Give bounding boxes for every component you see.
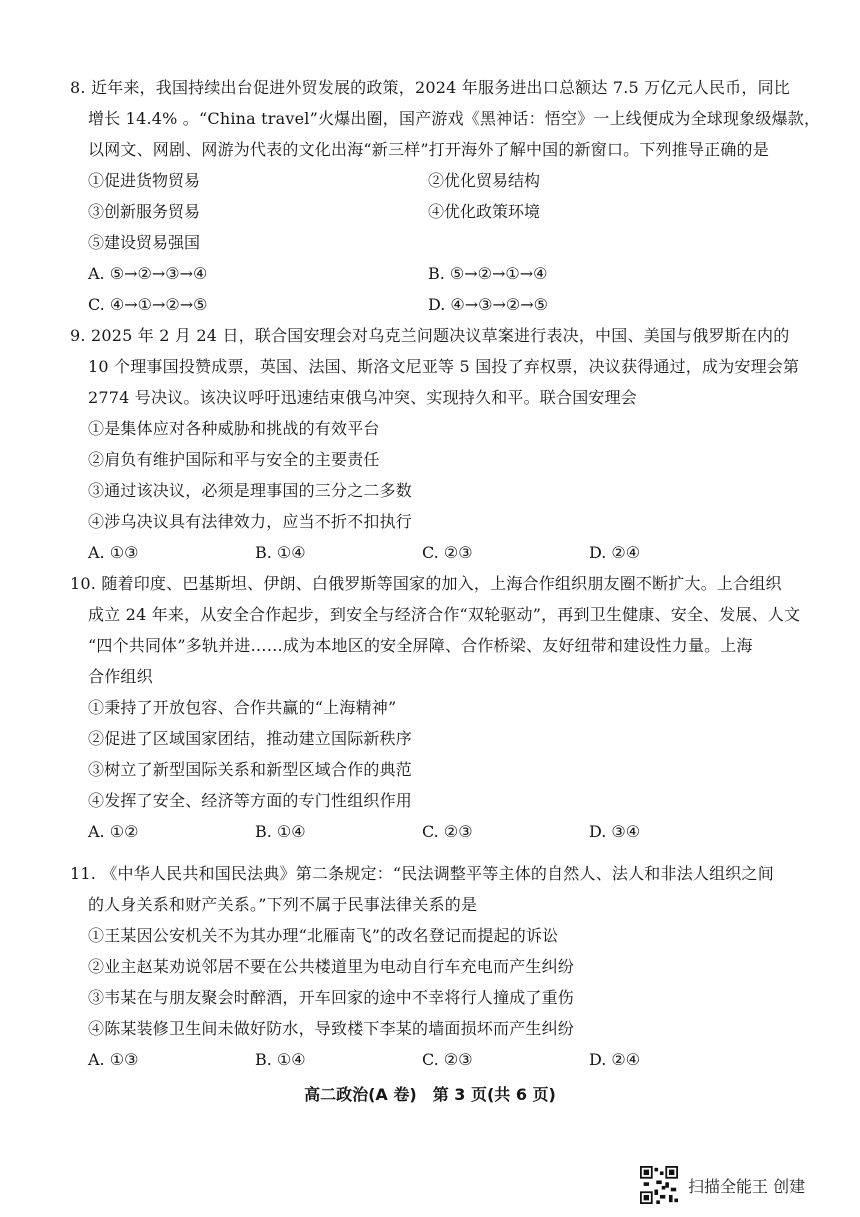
answer-choice-a: A. ①③ (88, 1050, 139, 1069)
answer-choice-c: C. ②③ (422, 543, 473, 562)
answer-choices (70, 289, 800, 320)
statement-item: ④涉乌决议具有法律效力，应当不折不扣执行 (88, 512, 413, 531)
statement-item: ③韦某在与朋友聚会时醉酒，开车回家的途中不幸将行人撞成了重伤 (88, 988, 575, 1007)
answer-choice-d: D. ②④ (589, 1050, 641, 1069)
answer-choice-d: D. ④→③→②→⑤ (428, 295, 549, 314)
answer-choice-c: C. ②③ (422, 822, 473, 841)
statement-item: ⑤建设贸易强国 (88, 233, 201, 252)
answer-choices (70, 537, 800, 568)
question-9 (70, 320, 800, 568)
scanner-watermark (640, 1166, 805, 1204)
scanner-watermark-text: 扫描全能王 创建 (688, 1176, 806, 1196)
answer-choices (70, 258, 800, 289)
answer-choices (70, 1044, 800, 1075)
statement-item: ③创新服务贸易 (88, 202, 201, 221)
statement-item: ①王某因公安机关不为其办理“北雁南飞”的改名登记而提起的诉讼 (88, 926, 559, 945)
question-8 (70, 72, 821, 320)
statement-item: ①是集体应对各种威胁和挑战的有效平台 (88, 419, 380, 438)
statement-item: ②优化贸易结构 (428, 171, 541, 190)
statement-list (70, 165, 800, 258)
question-stem-line: 11. 《中华人民共和国民法典》第二条规定：“民法调整平等主体的自然人、法人和非法人组织之间 (70, 864, 774, 883)
qr-code-icon (640, 1166, 678, 1204)
statement-item: ①秉持了开放包容、合作共赢的“上海精神” (88, 698, 397, 717)
question-stem-line: 10 个理事国投赞成票，英国、法国、斯洛文尼亚等 5 国投了弃权票，决议获得通过，成为安理会第 (88, 357, 800, 376)
statement-item: ②业主赵某劝说邻居不要在公共楼道里为电动自行车充电而产生纠纷 (88, 957, 575, 976)
question-stem-line: 增长 14.4% 。“China travel”火爆出圈，国产游戏《黑神话：悟空》一上线便成为全球现象级爆款， (88, 109, 821, 128)
statement-item: ②肩负有维护国际和平与安全的主要责任 (88, 450, 380, 469)
answer-choice-b: B. ①④ (255, 822, 306, 841)
statement-item: ②促进了区域国家团结，推动建立国际新秩序 (88, 729, 413, 748)
answer-choice-c: C. ②③ (422, 1050, 473, 1069)
answer-choice-b: B. ①④ (255, 543, 306, 562)
answer-choice-b: B. ⑤→②→①→④ (428, 264, 548, 283)
statement-item: ④发挥了安全、经济等方面的专门性组织作用 (88, 791, 413, 810)
answer-choice-a: A. ①③ (88, 543, 139, 562)
page-footer: 高二政治(A 卷) 第 3 页(共 6 页) (304, 1085, 556, 1104)
question-stem-line: “四个共同体”多轨并进……成为本地区的安全屏障、合作桥梁、友好纽带和建设性力量。上海 (88, 636, 753, 655)
answer-choice-a: A. ⑤→②→③→④ (88, 264, 208, 283)
question-11 (70, 858, 800, 1075)
answer-choice-b: B. ①④ (255, 1050, 306, 1069)
question-stem-line: 以网文、网剧、网游为代表的文化出海“新三样”打开海外了解中国的新窗口。下列推导正确的是 (88, 140, 769, 159)
answer-choice-c: C. ④→①→②→⑤ (88, 295, 208, 314)
answer-choices (70, 816, 800, 847)
statement-item: ④优化政策环境 (428, 202, 541, 221)
question-stem-line: 8. 近年来，我国持续出台促进外贸发展的政策，2024 年服务进出口总额达 7.5 万亿元人民币，同比 (70, 78, 790, 97)
question-stem-line: 10. 随着印度、巴基斯坦、伊朗、白俄罗斯等国家的加入，上海合作组织朋友圈不断扩大。上合组织 (70, 574, 782, 593)
answer-choice-d: D. ②④ (589, 543, 641, 562)
statement-item: ③树立了新型国际关系和新型区域合作的典范 (88, 760, 413, 779)
answer-choice-d: D. ③④ (589, 822, 641, 841)
answer-choice-a: A. ①② (88, 822, 139, 841)
question-stem-line: 合作组织 (88, 667, 153, 686)
statement-item: ③通过该决议，必须是理事国的三分之二多数 (88, 481, 413, 500)
question-stem-line: 的人身关系和财产关系。”下列不属于民事法律关系的是 (88, 895, 478, 914)
statement-item: ①促进货物贸易 (88, 171, 201, 190)
question-10 (70, 568, 800, 847)
question-stem-line: 成立 24 年来，从安全合作起步，到安全与经济合作“双轮驱动”，再到卫生健康、安全、发展、人文 (88, 605, 801, 624)
question-stem-line: 2774 号决议。该决议呼吁迅速结束俄乌冲突、实现持久和平。联合国安理会 (88, 388, 638, 407)
statement-item: ④陈某装修卫生间未做好防水，导致楼下李某的墙面损坏而产生纠纷 (88, 1019, 575, 1038)
question-stem-line: 9. 2025 年 2 月 24 日，联合国安理会对乌克兰问题决议草案进行表决，中国、美国与俄罗斯在内的 (70, 326, 790, 345)
